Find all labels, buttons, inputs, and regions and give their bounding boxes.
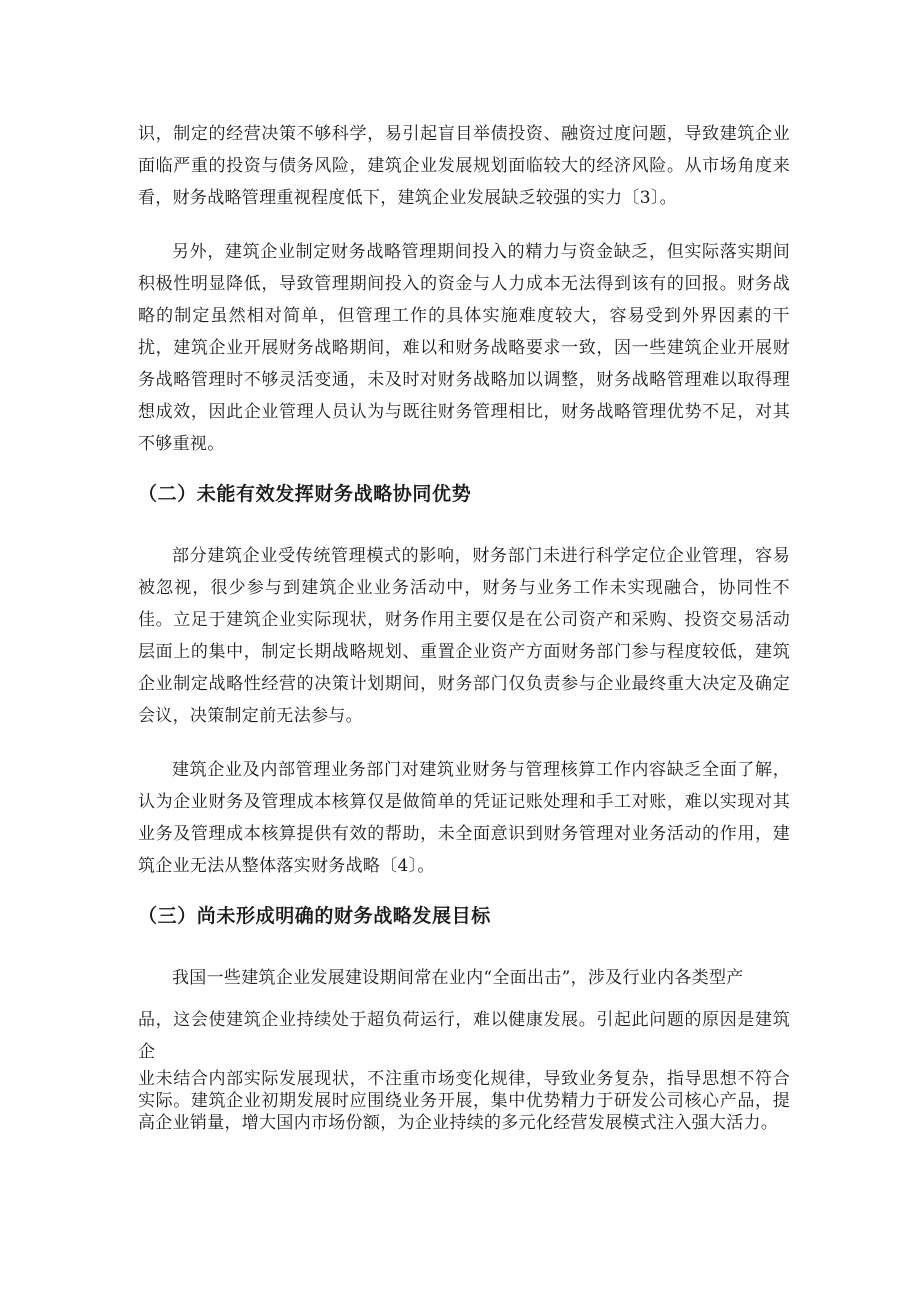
paragraph-5-rest: 业未结合内部实际发展现状，不注重市场变化规律，导致业务复杂，指导思想不符合实际。建筑企业初期发展时应围绕业务开展，集中优势精力于研发公司核心产品，提高企业销量，增大国内市场份额，为企业持续的多元化经营发展模式注入强大活力。	[138, 1069, 790, 1133]
document-page	[138, 118, 790, 1134]
paragraph-4: 建筑企业及内部管理业务部门对建筑业财务与管理核算工作内容缺乏全面了解，认为企业财务及管理成本核算仅是做简单的凭证记账处理和手工对账，难以实现对其业务及管理成本核算提供有效的帮助，未全面意识到财务管理对业务活动的作用，建筑企业无法从整体落实财务战略〔4〕。	[138, 760, 790, 876]
paragraph-5-first-line: 我国一些建筑企业发展建设期间常在业内“全面出击”，涉及行业内各类型产	[172, 968, 744, 988]
section-heading-3: （三）尚未形成明确的财务战略发展目标	[138, 905, 491, 927]
paragraph-5-line-2: 品，这会使建筑企业持续处于超负荷运行，难以健康发展。引起此问题的原因是建筑企	[138, 1010, 790, 1062]
paragraph-1: 识，制定的经营决策不够科学，易引起盲目举债投资、融资过度问题，导致建筑企业面临严重的投资与债务风险，建筑企业发展规划面临较大的经济风险。从市场角度来看，财务战略管理重视程度低下，建筑企业发展缺乏较强的实力〔3〕。	[138, 124, 790, 208]
paragraph-3: 部分建筑企业受传统管理模式的影响，财务部门未进行科学定位企业管理，容易被忽视，很少参与到建筑企业业务活动中，财务与业务工作未实现融合，协同性不佳。立足于建筑企业实际现状，财务作用主要仅是在公司资产和采购、投资交易活动层面上的集中，制定长期战略规划、重置企业资产方面财务部门参与程度较低，建筑企业制定战略性经营的决策计划期间，财务部门仅负责参与企业最终重大决定及确定会议，决策制定前无法参与。	[138, 546, 790, 726]
section-heading-2: （二）未能有效发挥财务战略协同优势	[138, 483, 472, 505]
paragraph-2: 另外，建筑企业制定财务战略管理期间投入的精力与资金缺乏，但实际落实期间积极性明显降低，导致管理期间投入的资金与人力成本无法得到该有的回报。财务战略的制定虽然相对简单，但管理工作的具体实施难度较大，容易受到外界因素的干扰，建筑企业开展财务战略期间，难以和财务战略要求一致，因一些建筑企业开展财务战略管理时不够灵活变通，未及时对财务战略加以调整，财务战略管理难以取得理想成效，因此企业管理人员认为与既往财务管理相比，财务战略管理优势不足，对其不够重视。	[138, 242, 790, 454]
